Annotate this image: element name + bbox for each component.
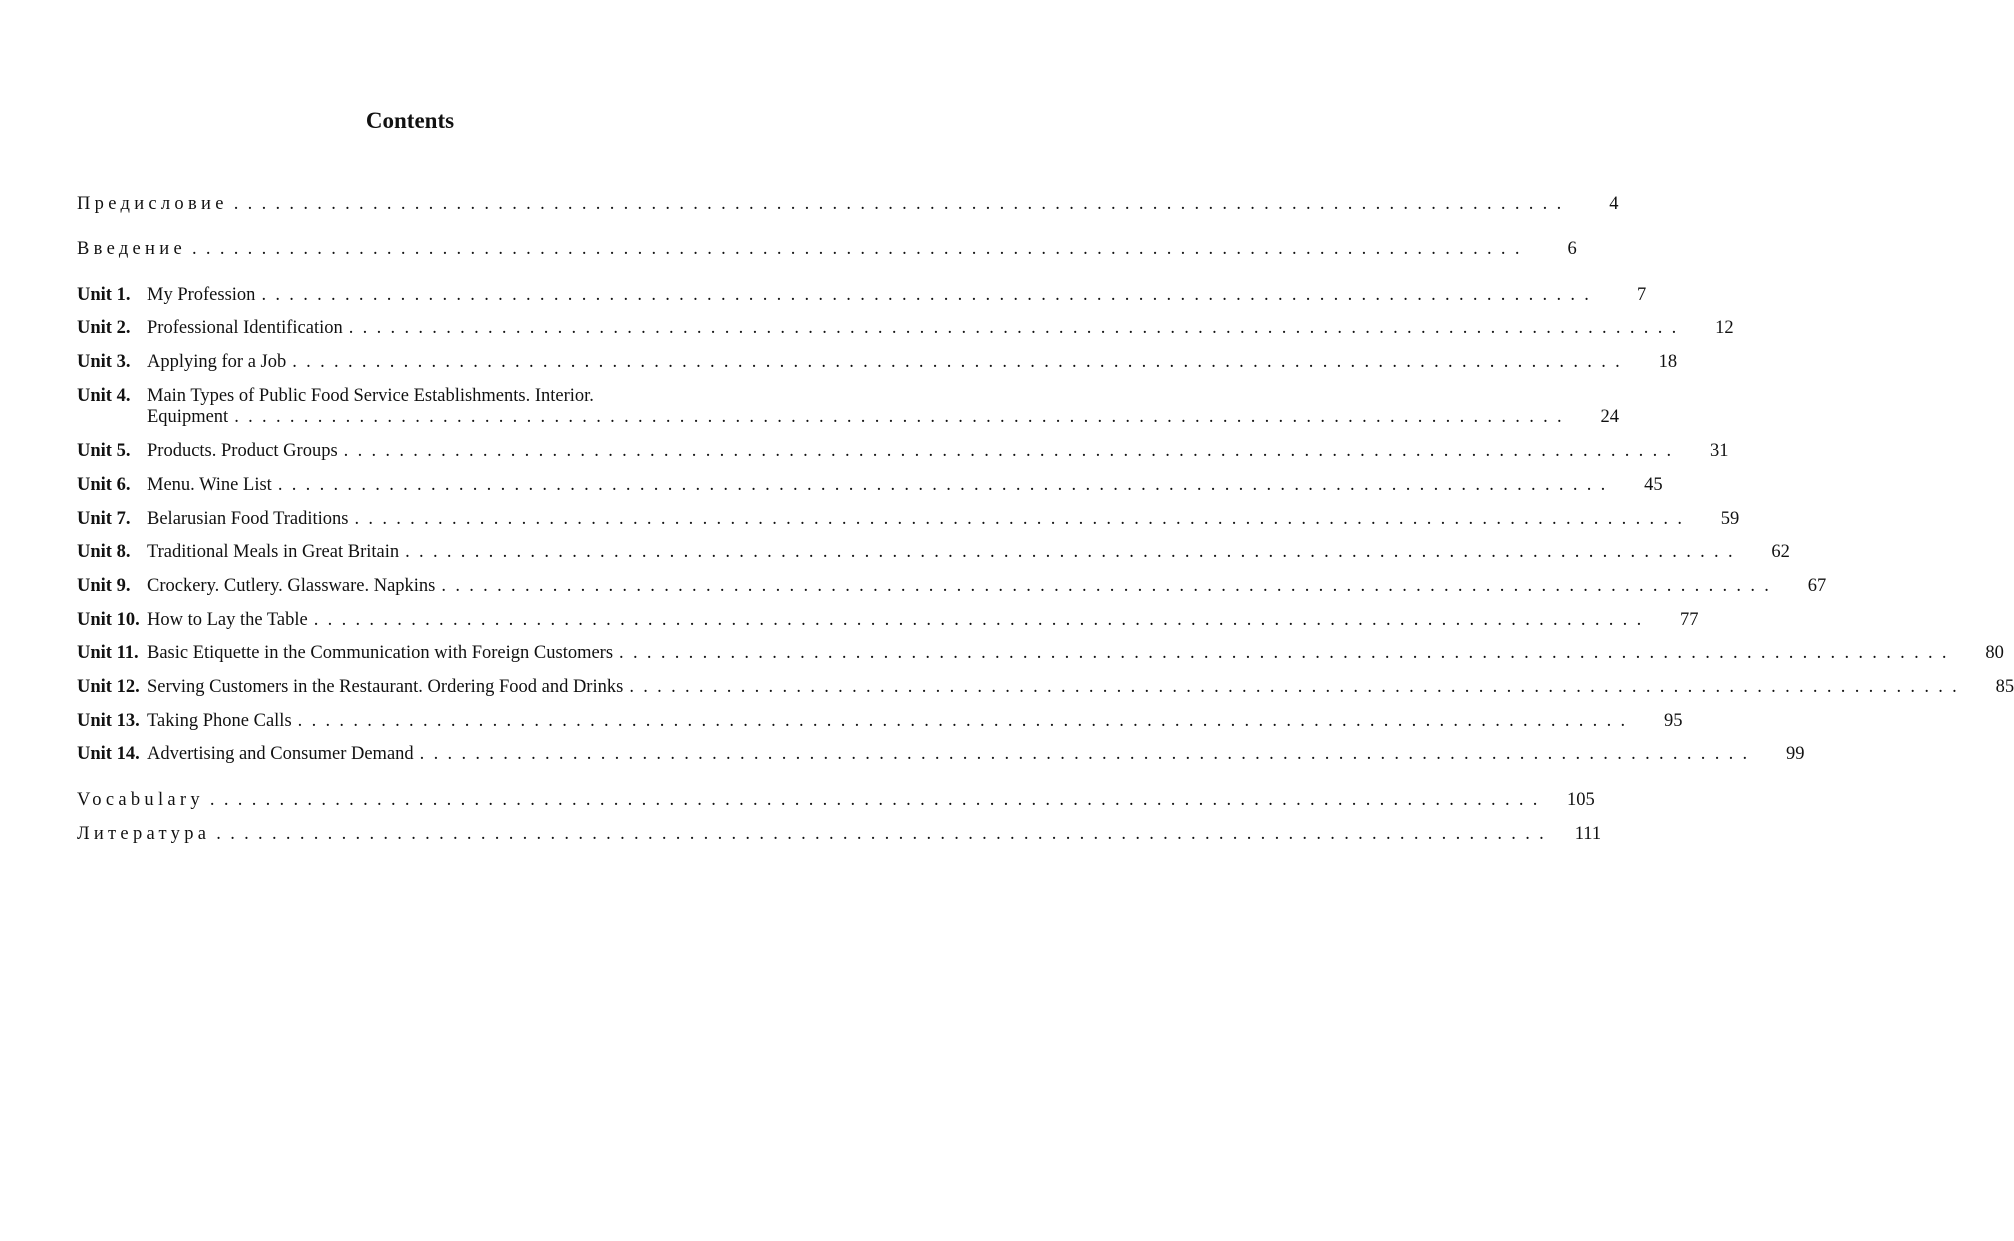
toc-entry-title: Basic Etiquette in the Communication with Foreign Customers <box>147 643 614 663</box>
toc-entry-title: Belarusian Food Traditions <box>147 509 349 529</box>
toc-entry-page: 7 <box>1637 285 1647 305</box>
toc-entry-title: Vocabulary <box>77 790 204 810</box>
table-of-contents <box>77 0 2014 1241</box>
toc-entry-vocabulary[interactable] <box>77 787 1595 813</box>
unit-label: Unit 8. <box>77 542 131 562</box>
dot-leader: ................................................................................................ <box>209 790 1547 810</box>
dot-leader: ................................................................................................ <box>419 744 1757 764</box>
toc-entry-page: 18 <box>1658 352 1678 372</box>
unit-label: Unit 1. <box>77 285 131 305</box>
unit-label: Unit 6. <box>77 475 131 495</box>
toc-entry-page: 77 <box>1680 610 1699 630</box>
toc-entry-title: Введение <box>77 239 186 259</box>
toc-entry-page: 111 <box>1574 824 1602 844</box>
toc-entry-unit-8[interactable] <box>77 539 1790 565</box>
toc-entry-unit-5[interactable] <box>77 438 1729 464</box>
dot-leader: ................................................................................................ <box>354 509 1692 529</box>
toc-entry-page: 62 <box>1771 542 1790 562</box>
toc-entry-title: Menu. Wine List <box>147 475 272 495</box>
toc-entry-unit-1[interactable] <box>77 282 1647 308</box>
toc-entry-title: Taking Phone Calls <box>147 711 292 731</box>
dot-leader: ................................................................................................ <box>619 643 1956 663</box>
unit-label: Unit 3. <box>77 352 131 372</box>
toc-entry-literature[interactable] <box>77 821 1602 847</box>
dot-leader: ................................................................................................ <box>629 677 1967 697</box>
toc-entry-title: Предисловие <box>77 194 228 214</box>
toc-entry-unit-10[interactable] <box>77 607 1699 633</box>
toc-entry-title: Products. Product Groups <box>147 441 338 461</box>
unit-label: Unit 2. <box>77 318 131 338</box>
toc-entry-title-line-1: Main Types of Public Food Service Establishments. Interior. <box>147 386 594 406</box>
toc-entry-page: 45 <box>1644 475 1663 495</box>
toc-entry-title: Crockery. Cutlery. Glassware. Napkins <box>147 576 436 596</box>
toc-entry-title: Advertising and Consumer Demand <box>147 744 414 764</box>
toc-entry-unit-3[interactable] <box>77 349 1678 375</box>
toc-entry-title: Equipment <box>147 407 229 427</box>
toc-entry-preface[interactable] <box>77 191 1619 217</box>
unit-label: Unit 4. <box>77 386 131 406</box>
toc-entry-unit-9[interactable] <box>77 573 1827 599</box>
toc-entry-page: 95 <box>1663 711 1683 731</box>
unit-label: Unit 12. <box>77 677 140 697</box>
dot-leader: ................................................................................................ <box>191 239 1529 259</box>
toc-entry-title: My Profession <box>147 285 256 305</box>
toc-entry-title: Литература <box>77 824 211 844</box>
toc-entry-page: 99 <box>1785 744 1805 764</box>
unit-label: Unit 11. <box>77 643 139 663</box>
toc-entry-introduction[interactable] <box>77 236 1577 262</box>
dot-leader: ................................................................................................ <box>343 441 1681 461</box>
toc-entry-page: 80 <box>1985 643 2004 663</box>
dot-leader: ................................................................................................ <box>348 318 1686 338</box>
dot-leader: ................................................................................................ <box>277 475 1615 495</box>
dot-leader: ................................................................................................ <box>234 407 1571 427</box>
page-title: Contents <box>365 108 455 133</box>
toc-entry-unit-13[interactable] <box>77 708 1683 734</box>
toc-entry-unit-4-continued[interactable] <box>77 404 1619 430</box>
unit-label: Unit 7. <box>77 509 131 529</box>
toc-entry-title: Serving Customers in the Restaurant. Ordering Food and Drinks <box>147 677 624 697</box>
toc-entry-unit-12[interactable] <box>77 674 2014 700</box>
toc-entry-page: 31 <box>1709 441 1729 461</box>
toc-entry-page: 12 <box>1715 318 1734 338</box>
unit-label: Unit 13. <box>77 711 140 731</box>
dot-leader: ................................................................................................ <box>292 352 1630 372</box>
toc-entry-page: 4 <box>1609 194 1619 214</box>
dot-leader: ................................................................................................ <box>297 711 1635 731</box>
dot-leader: ................................................................................................ <box>405 542 1742 562</box>
unit-label: Unit 9. <box>77 576 131 596</box>
dot-leader: ................................................................................................ <box>261 285 1599 305</box>
unit-label: Unit 10. <box>77 610 140 630</box>
toc-entry-title: Applying for a Job <box>147 352 287 372</box>
toc-entry-title: How to Lay the Table <box>147 610 308 630</box>
toc-entry-page: 6 <box>1567 239 1577 259</box>
dot-leader: ................................................................................................ <box>441 576 1779 596</box>
dot-leader: ................................................................................................ <box>233 194 1571 214</box>
toc-entry-page: 105 <box>1566 790 1595 810</box>
toc-entry-page: 24 <box>1600 407 1619 427</box>
toc-entry-page: 85 <box>1995 677 2014 697</box>
toc-entry-page: 67 <box>1807 576 1827 596</box>
toc-entry-unit-2[interactable] <box>77 315 1734 341</box>
toc-entry-page: 59 <box>1720 509 1740 529</box>
unit-label: Unit 5. <box>77 441 131 461</box>
toc-entry-unit-6[interactable] <box>77 472 1663 498</box>
toc-entry-title: Professional Identification <box>147 318 343 338</box>
toc-entry-title: Traditional Meals in Great Britain <box>147 542 400 562</box>
dot-leader: ................................................................................................ <box>313 610 1651 630</box>
dot-leader: ................................................................................................ <box>216 824 1554 844</box>
unit-label: Unit 14. <box>77 744 140 764</box>
toc-entry-unit-14[interactable] <box>77 741 1805 767</box>
toc-entry-unit-7[interactable] <box>77 506 1740 532</box>
toc-entry-unit-11[interactable] <box>77 640 2004 666</box>
